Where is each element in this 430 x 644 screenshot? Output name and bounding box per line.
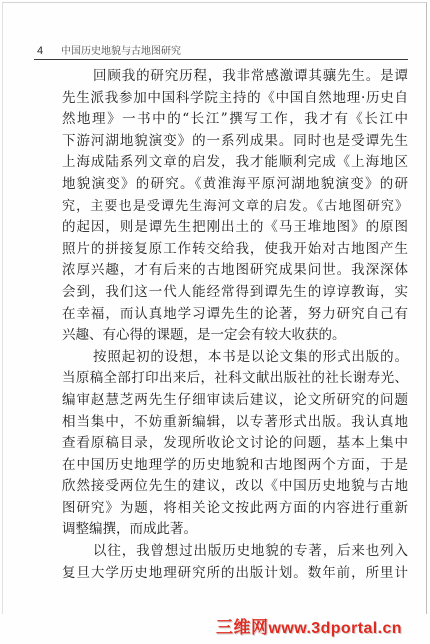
page-number: 4 xyxy=(37,45,44,57)
text-line: 在中国历史地理学的历史地貌和古地图两个方面，于是 xyxy=(62,456,408,473)
text-line: 复旦大学历史地理研究所的出版计划。数年前，所里计 xyxy=(62,564,408,581)
watermark-site-name: 三维网 xyxy=(216,618,269,637)
text-line: 照片的拼接复原工作转交给我，使我开始对古地图产生 xyxy=(62,240,408,257)
text-line: 会到，我们这一代人能经常得到谭先生的谆谆教诲，实 xyxy=(62,283,408,300)
text-line: 按照起初的设想，本书是以论文集的形式出版的。 xyxy=(93,348,408,365)
text-line: 图研究》为题，将相关论文按此两方面的内容进行重新 xyxy=(62,499,408,516)
text-line: 然地理》一书中的“长江”撰写工作，我才有《长江中 xyxy=(62,111,408,128)
text-line: 以往，我曾想过出版历史地貌的专著，后来也列入 xyxy=(93,543,408,560)
text-line: 相当集中，不妨重新编辑，以专著形式出版。我认真地 xyxy=(62,413,408,430)
site-watermark xyxy=(216,617,402,639)
running-title: 中国历史地貌与古地图研究 xyxy=(61,46,181,57)
text-line: 究，主要也是受谭先生海河文章的启发。《古地图研究》 xyxy=(62,198,408,214)
paragraph xyxy=(62,541,408,584)
text-line: 先生派我参加中国科学院主持的《中国自然地理·历史自 xyxy=(62,89,408,106)
text-line: 兴趣、有心得的课题，是一定会有较大收获的。 xyxy=(62,327,346,344)
text-line: 欣然接受两位先生的建议，改以《中国历史地貌与古地 xyxy=(62,478,408,495)
paragraph xyxy=(62,347,408,541)
text-line: 的起因，则是谭先生把刚出土的《马王堆地图》的原图 xyxy=(62,219,408,236)
body-text xyxy=(62,66,408,584)
text-line: 调整编撰，而成此著。 xyxy=(62,521,197,538)
text-line: 浓厚兴趣，才有后来的古地图研究成果问世。我深深体 xyxy=(62,262,408,279)
text-line: 在幸福，而认真地学习谭先生的论著，努力研究自己有 xyxy=(62,305,408,322)
text-line: 编审赵慧芝两先生仔细审读后建议，论文所研究的问题 xyxy=(62,391,408,408)
text-line: 地貌演变》的研究。《黄淮海平原河湖地貌演变》的研 xyxy=(62,175,408,192)
text-line: 回顾我的研究历程，我非常感激谭其骧先生。是谭 xyxy=(93,68,408,84)
text-line: 上海成陆系列文章的启发，我才能顺利完成《上海地区 xyxy=(62,154,408,171)
running-header xyxy=(34,44,408,60)
paragraph xyxy=(62,66,408,347)
text-line: 当原稿全部打印出来后，社科文献出版社的社长谢寿光、 xyxy=(62,370,408,387)
text-line: 下游河湖地貌演变》的一系列成果。同时也是受谭先生 xyxy=(62,132,408,149)
text-line: 查看原稿目录，发现所收论文讨论的问题，基本上集中 xyxy=(62,435,408,452)
watermark-url: www.3dportal.cn xyxy=(268,620,402,637)
